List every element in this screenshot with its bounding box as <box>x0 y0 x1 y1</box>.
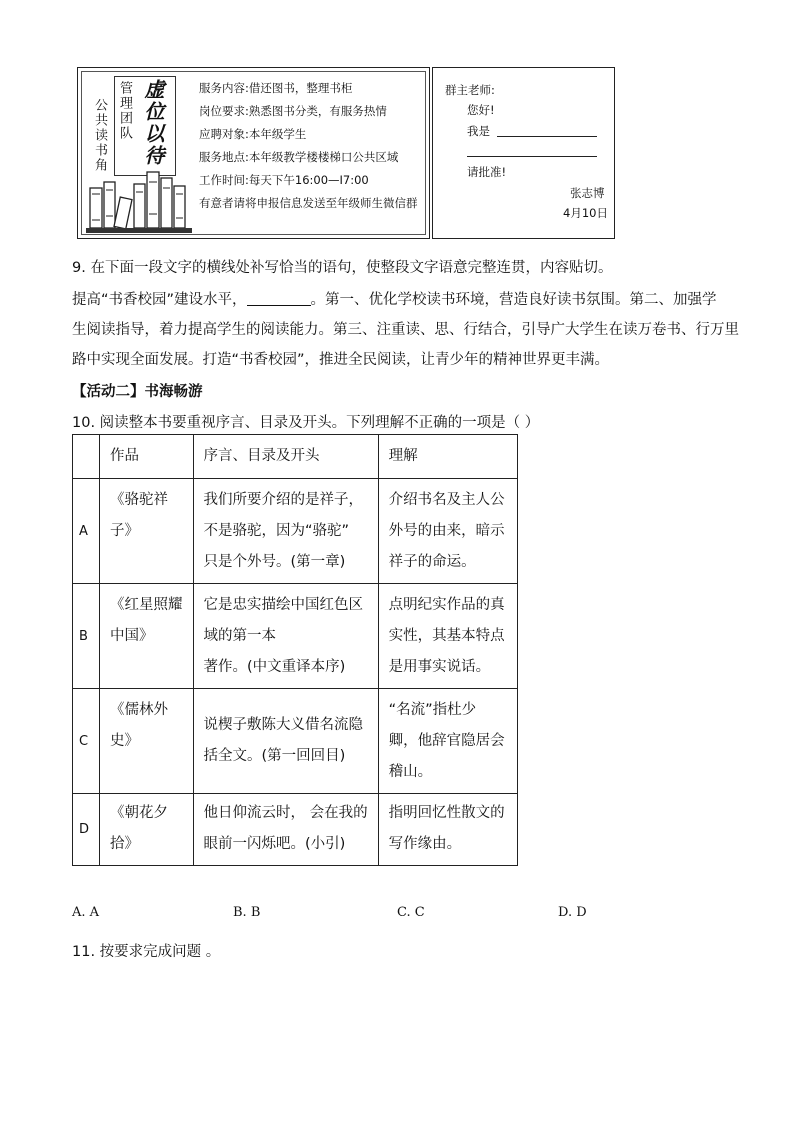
row-excerpt-line: 眼前一闪烁吧。(小引) <box>203 836 346 852</box>
row-understanding-line: “名流”指杜少 <box>388 702 477 718</box>
row-letter: C <box>73 689 100 794</box>
q9-answer-blank[interactable] <box>247 291 311 306</box>
row-letter: D <box>73 794 100 866</box>
row-work-line: 史》 <box>110 733 139 749</box>
note-signer: 张志博 <box>570 186 605 200</box>
row-excerpt <box>193 794 378 866</box>
q9-paragraph-line-2: 生阅读指导，着力提高学生的阅读能力。第三、注重读、思、行结合，引导广大学生在读万卷书、行万里 <box>72 322 739 338</box>
row-work <box>100 584 194 689</box>
table-header-row <box>73 435 518 479</box>
option-a[interactable]: A. A <box>72 905 100 920</box>
poster-signboard <box>114 76 176 176</box>
row-understanding-line: 祥子的命运。 <box>388 554 476 570</box>
header-letter-cell <box>73 435 100 479</box>
row-excerpt <box>193 689 378 794</box>
note-blank-line-2 <box>467 156 597 157</box>
row-letter: B <box>73 584 100 689</box>
table-row <box>73 689 518 794</box>
q9-stem: 9. 在下面一段文字的横线处补写恰当的语句，使整段文字语意完整连贯，内容贴切。 <box>72 260 613 276</box>
row-excerpt-line: 我们所要介绍的是祥子， <box>203 492 363 508</box>
row-understanding-line: 点明纪实作品的真 <box>388 597 505 613</box>
poster-vertical-title-col2: 管理团队 <box>117 81 132 141</box>
row-excerpt-line: 它是忠实描绘中国红色区 <box>203 597 363 613</box>
poster-service-location: 服务地点:本年级教学楼楼梯口公共区域 <box>199 150 399 164</box>
table-row <box>73 584 518 689</box>
row-excerpt <box>193 479 378 584</box>
row-excerpt-line: 著作。(中文重译本序) <box>203 659 346 675</box>
row-understanding <box>378 689 517 794</box>
row-excerpt-line: 只是个外号。(第一章) <box>203 554 346 570</box>
q10-stem: 10. 阅读整本书要重视序言、目录及开头。下列理解不正确的一项是（ ） <box>72 415 540 431</box>
row-work-line: 子》 <box>110 523 139 539</box>
row-excerpt <box>193 584 378 689</box>
row-understanding-line: 是用事实说话。 <box>388 659 491 675</box>
row-letter: A <box>73 479 100 584</box>
row-work-line: 《儒林外 <box>110 702 168 718</box>
q9-paragraph-after-blank: 。第一、优化学校读书环境，营造良好读书氛围。第二、加强学 <box>310 292 717 308</box>
note-date: 4月10日 <box>563 206 608 220</box>
poster-service-content: 服务内容:借还图书，整理书柜 <box>199 81 353 95</box>
row-understanding-line: 写作缘由。 <box>388 836 462 852</box>
table-row <box>73 479 518 584</box>
row-understanding <box>378 794 517 866</box>
note-greeting: 群主老师: <box>445 83 495 97</box>
option-b[interactable]: B. B <box>233 905 261 920</box>
row-work <box>100 479 194 584</box>
row-understanding <box>378 584 517 689</box>
row-excerpt-line: 括全文。(第一回回目) <box>203 748 346 764</box>
header-understanding: 理解 <box>378 435 517 479</box>
row-work-line: 拾》 <box>110 836 139 852</box>
row-excerpt-line: 说楔子敷陈大义借名流隐 <box>203 717 363 733</box>
table-row <box>73 794 518 866</box>
poster-contact-info: 有意者请将申报信息发送至年级师生微信群 <box>199 196 418 210</box>
row-excerpt-line: 域的第一本 <box>203 628 276 644</box>
application-note <box>432 67 615 239</box>
row-understanding-line: 稽山。 <box>388 764 433 780</box>
note-request: 请批准! <box>467 165 507 179</box>
poster-vertical-title-col1: 公共读书角 <box>92 98 107 173</box>
row-understanding-line: 实性，其基本特点 <box>388 628 505 644</box>
recruitment-poster <box>77 67 430 239</box>
row-understanding <box>378 479 517 584</box>
q9-paragraph-line-1 <box>72 288 717 309</box>
poster-slogan: 虚位以待 <box>141 79 165 167</box>
poster-target-applicant: 应聘对象:本年级学生 <box>199 127 307 141</box>
note-hello: 您好! <box>467 103 495 117</box>
q9-paragraph-before-blank: 提高“书香校园”建设水平， <box>72 292 247 308</box>
activity-two-heading: 【活动二】书海畅游 <box>72 384 203 400</box>
q10-table <box>72 434 518 866</box>
note-i-am: 我是 <box>467 124 490 138</box>
poster-working-hours: 工作时间:每天下午16:00—I7:00 <box>199 173 369 187</box>
row-work-line: 《骆驼祥 <box>110 492 168 508</box>
row-understanding-line: 介绍书名及主人公 <box>388 492 505 508</box>
option-d[interactable]: D. D <box>558 905 587 920</box>
row-understanding-line: 外号的由来，暗示 <box>388 523 505 539</box>
option-c[interactable]: C. C <box>397 905 425 920</box>
row-excerpt-line: 不是骆驼，因为“骆驼” <box>203 523 350 539</box>
row-work <box>100 689 194 794</box>
row-work-line: 中国》 <box>110 628 154 644</box>
q11-stem: 11. 按要求完成问题 。 <box>72 944 221 960</box>
row-excerpt-line: 他日仰流云时， 会在我的 <box>203 805 368 821</box>
bookshelf-illustration <box>86 164 196 236</box>
poster-job-requirement: 岗位要求:熟悉图书分类，有服务热情 <box>199 104 387 118</box>
row-work-line: 《红星照耀 <box>110 597 183 613</box>
header-excerpt: 序言、目录及开头 <box>193 435 378 479</box>
header-work: 作品 <box>100 435 194 479</box>
row-understanding-line: 指明回忆性散文的 <box>388 805 505 821</box>
row-work-line: 《朝花夕 <box>110 805 168 821</box>
row-understanding-line: 卿，他辞官隐居会 <box>388 733 505 749</box>
note-blank-line-1 <box>497 136 597 137</box>
row-work <box>100 794 194 866</box>
q9-paragraph-line-3: 路中实现全面发展。打造“书香校园”，推进全民阅读，让青少年的精神世界更丰满。 <box>72 352 610 368</box>
